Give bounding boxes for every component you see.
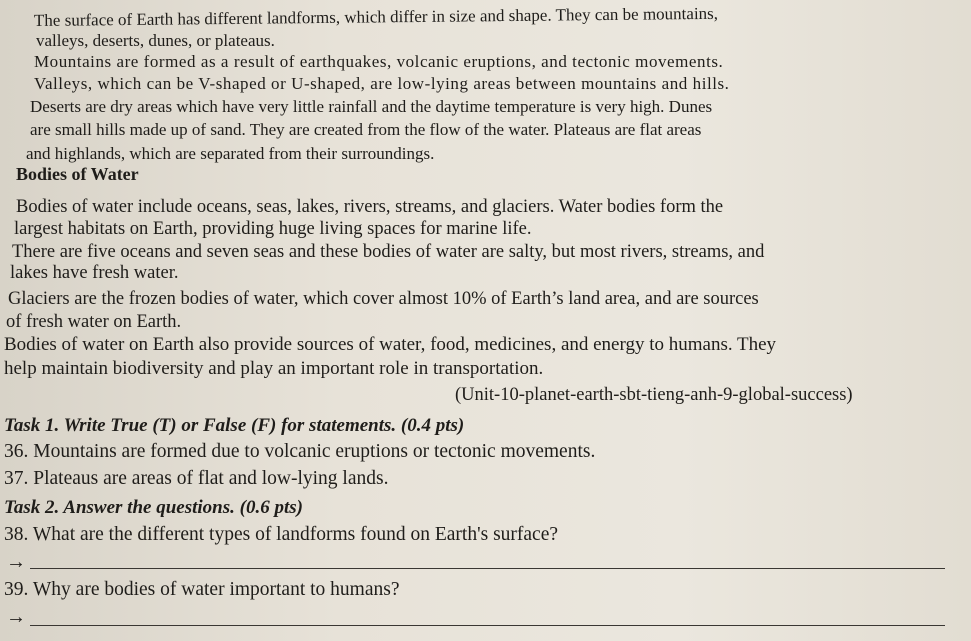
answer-line-39[interactable] [30, 625, 945, 626]
water-line-8: help maintain biodiversity and play an important role in transportation. [4, 358, 544, 379]
passage-line-6: are small hills made up of sand. They are created from the flow of the water. Plateaus are flat areas [30, 120, 702, 139]
passage-line-4: Valleys, which can be V-shaped or U-shaped, are low-lying areas between mountains and hills. [34, 74, 730, 93]
water-line-6: of fresh water on Earth. [6, 312, 182, 332]
water-line-5: Glaciers are the frozen bodies of water, which cover almost 10% of Earth’s land area, and are sources [8, 289, 759, 309]
passage-line-7: and highlands, which are separated from their surroundings. [26, 144, 435, 163]
arrow-icon: → [6, 606, 26, 628]
passage-line-3: Mountains are formed as a result of earthquakes, volcanic eruptions, and tectonic movements. [34, 52, 724, 71]
arrow-icon: → [6, 551, 26, 573]
task2-title: Task 2. Answer the questions. (0.6 pts) [4, 497, 303, 518]
section-heading: Bodies of Water [16, 164, 139, 184]
water-line-2: largest habitats on Earth, providing huge living spaces for marine life. [14, 219, 532, 239]
question-36: 36. Mountains are formed due to volcanic eruptions or tectonic movements. [4, 441, 596, 462]
task1-title: Task 1. Write True (T) or False (F) for statements. (0.4 pts) [4, 415, 465, 436]
water-line-4: lakes have fresh water. [10, 263, 179, 283]
source-citation: (Unit-10-planet-earth-sbt-tieng-anh-9-global-success) [455, 385, 853, 405]
answer-line-38[interactable] [30, 568, 945, 569]
question-38: 38. What are the different types of landforms found on Earth's surface? [4, 524, 559, 545]
passage-line-5: Deserts are dry areas which have very little rainfall and the daytime temperature is very high. Dunes [30, 97, 713, 116]
passage-line-2: valleys, deserts, dunes, or plateaus. [36, 31, 275, 50]
water-line-7: Bodies of water on Earth also provide sources of water, food, medicines, and energy to humans. They [4, 334, 777, 355]
water-line-1: Bodies of water include oceans, seas, lakes, rivers, streams, and glaciers. Water bodies form the [16, 197, 724, 217]
question-39: 39. Why are bodies of water important to humans? [4, 579, 400, 600]
water-line-3: There are five oceans and seven seas and these bodies of water are salty, but most rivers, streams, and [12, 242, 765, 262]
passage-line-1: The surface of Earth has different landforms, which differ in size and shape. They can be mountains, [33, 3, 719, 30]
question-37: 37. Plateaus are areas of flat and low-lying lands. [4, 468, 389, 489]
